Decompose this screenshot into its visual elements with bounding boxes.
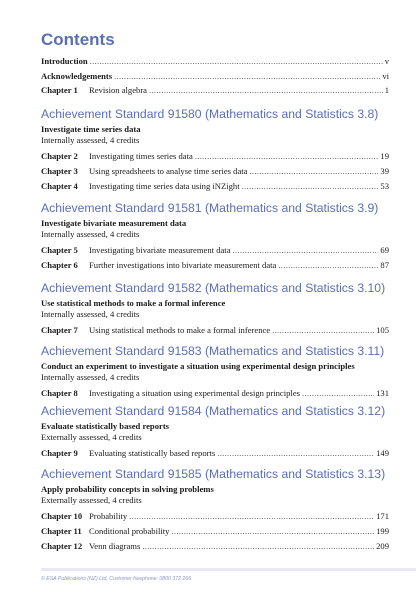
toc-entry-page: 87	[380, 260, 389, 270]
toc-entry-chapter-12[interactable]	[41, 541, 389, 556]
standard-assessment: Internally assessed, 4 credits	[41, 229, 140, 239]
chapter-number: Chapter 12	[41, 541, 83, 551]
standard-section-91581	[41, 201, 389, 275]
leader-dots	[217, 448, 374, 458]
toc-entry-chapter-10[interactable]	[41, 511, 389, 526]
toc-entry-page: vi	[382, 70, 389, 81]
standard-section-91582	[41, 281, 389, 340]
standard-assessment: Externally assessed, 4 credits	[41, 495, 142, 505]
leader-dots	[90, 56, 383, 66]
standard-subtitle: Apply probability concepts in solving problems	[41, 484, 214, 494]
standard-section-91584	[41, 404, 389, 463]
toc-entry-chapter-11[interactable]	[41, 526, 389, 541]
chapter-number: Chapter 5	[41, 245, 78, 255]
toc-entry-page: 199	[376, 526, 389, 536]
chapter-number: Chapter 4	[41, 181, 78, 191]
standard-assessment: Internally assessed, 4 credits	[41, 309, 140, 319]
toc-entry-label: Introduction	[41, 56, 88, 66]
toc-entry-chapter-8[interactable]	[41, 388, 389, 403]
toc-entry-introduction[interactable]	[41, 56, 389, 71]
standard-section-91583	[41, 344, 389, 403]
toc-entry-label: Using spreadsheets to analyse time series data	[89, 166, 248, 176]
standard-section-91580	[41, 107, 389, 196]
toc-entry-label: Probability	[89, 511, 128, 521]
toc-entry-page: 209	[376, 541, 389, 551]
leader-dots	[272, 325, 374, 335]
leader-dots	[249, 166, 378, 176]
chapter-number: Chapter 11	[41, 526, 82, 536]
toc-entry-label: Investigating time series data using iNZight	[89, 181, 240, 191]
standard-heading: Achievement Standard 91580 (Mathematics and Statistics 3.8)	[41, 107, 379, 121]
toc-entry-page: 39	[380, 166, 389, 176]
leader-dots	[278, 260, 378, 270]
toc-entry-chapter-4[interactable]	[41, 181, 389, 196]
toc-entry-label: Acknowledgements	[41, 70, 113, 81]
standard-subtitle: Investigate time series data	[41, 124, 141, 134]
leader-dots	[142, 541, 374, 551]
page-title: Contents	[41, 30, 115, 49]
leader-dots	[195, 151, 379, 161]
toc-entry-page: 1	[384, 85, 389, 95]
toc-entry-label: Venn diagrams	[89, 541, 141, 551]
toc-entry-label: Investigating a situation using experimental design principles	[89, 388, 300, 398]
standard-assessment: Externally assessed, 4 credits	[41, 432, 142, 442]
standard-subtitle: Use statistical methods to make a formal inference	[41, 298, 226, 308]
toc-entry-label: Evaluating statistically based reports	[89, 448, 216, 458]
leader-dots	[233, 245, 379, 255]
chapter-number: Chapter 1	[41, 85, 78, 95]
standard-subtitle: Investigate bivariate measurement data	[41, 218, 187, 228]
toc-entry-page: 131	[376, 388, 389, 398]
toc-entry-chapter-6[interactable]	[41, 260, 389, 275]
toc-entry-page: 19	[380, 151, 389, 161]
standard-assessment: Internally assessed, 4 credits	[41, 372, 140, 382]
toc-entry-chapter-2[interactable]	[41, 151, 389, 166]
toc-entry-chapter-9[interactable]	[41, 448, 389, 463]
chapter-number: Chapter 7	[41, 325, 78, 335]
leader-dots	[242, 181, 379, 191]
leader-dots	[171, 526, 374, 536]
toc-entry-page: 149	[376, 448, 389, 458]
leader-dots	[302, 388, 374, 398]
toc-entry-chapter-1[interactable]	[41, 85, 389, 100]
toc-entry-chapter-3[interactable]	[41, 166, 389, 181]
toc-entry-label: Further investigations into bivariate measurement data	[89, 260, 277, 270]
toc-entry-label: Using statistical methods to make a formal inference	[89, 325, 271, 335]
toc-entry-label: Investigating times series data	[89, 151, 193, 161]
chapter-number: Chapter 10	[41, 511, 83, 521]
toc-entry-page: 53	[380, 181, 389, 191]
leader-dots	[149, 85, 383, 95]
standard-section-91585	[41, 467, 389, 556]
chapter-number: Chapter 2	[41, 151, 78, 161]
standard-subtitle: Evaluate statistically based reports	[41, 421, 170, 431]
toc-entry-acknowledgements[interactable]	[41, 71, 389, 86]
front-matter-list	[41, 56, 389, 100]
copyright-text: © ESA Publications (NZ) Ltd, Customer freephone: 0800 372 266	[41, 576, 192, 582]
chapter-number: Chapter 3	[41, 166, 78, 176]
standard-heading: Achievement Standard 91581 (Mathematics and Statistics 3.9)	[41, 201, 379, 215]
standard-heading: Achievement Standard 91583 (Mathematics and Statistics 3.11)	[41, 344, 385, 358]
leader-dots	[129, 511, 374, 521]
toc-entry-page: v	[384, 56, 389, 66]
toc-entry-page: 171	[376, 511, 389, 521]
chapter-number: Chapter 8	[41, 388, 78, 398]
toc-entry-page: 105	[376, 325, 389, 335]
chapter-number: Chapter 9	[41, 448, 78, 458]
leader-dots	[114, 71, 380, 81]
toc-entry-chapter-7[interactable]	[41, 325, 389, 340]
standard-heading: Achievement Standard 91584 (Mathematics and Statistics 3.12)	[41, 404, 386, 418]
standard-heading: Achievement Standard 91585 (Mathematics and Statistics 3.13)	[41, 467, 386, 481]
toc-entry-label: Revision algebra	[89, 85, 147, 95]
toc-entry-chapter-5[interactable]	[41, 245, 389, 260]
toc-entry-page: 69	[380, 245, 389, 255]
toc-entry-label: Conditional probability	[89, 526, 170, 536]
page-footer	[41, 568, 416, 591]
standard-assessment: Internally assessed, 4 credits	[41, 135, 140, 145]
standard-subtitle: Conduct an experiment to investigate a situation using experimental design principles	[41, 361, 355, 371]
chapter-number: Chapter 6	[41, 260, 78, 270]
standard-heading: Achievement Standard 91582 (Mathematics and Statistics 3.10)	[41, 281, 386, 295]
toc-entry-label: Investigating bivariate measurement data	[89, 245, 231, 255]
